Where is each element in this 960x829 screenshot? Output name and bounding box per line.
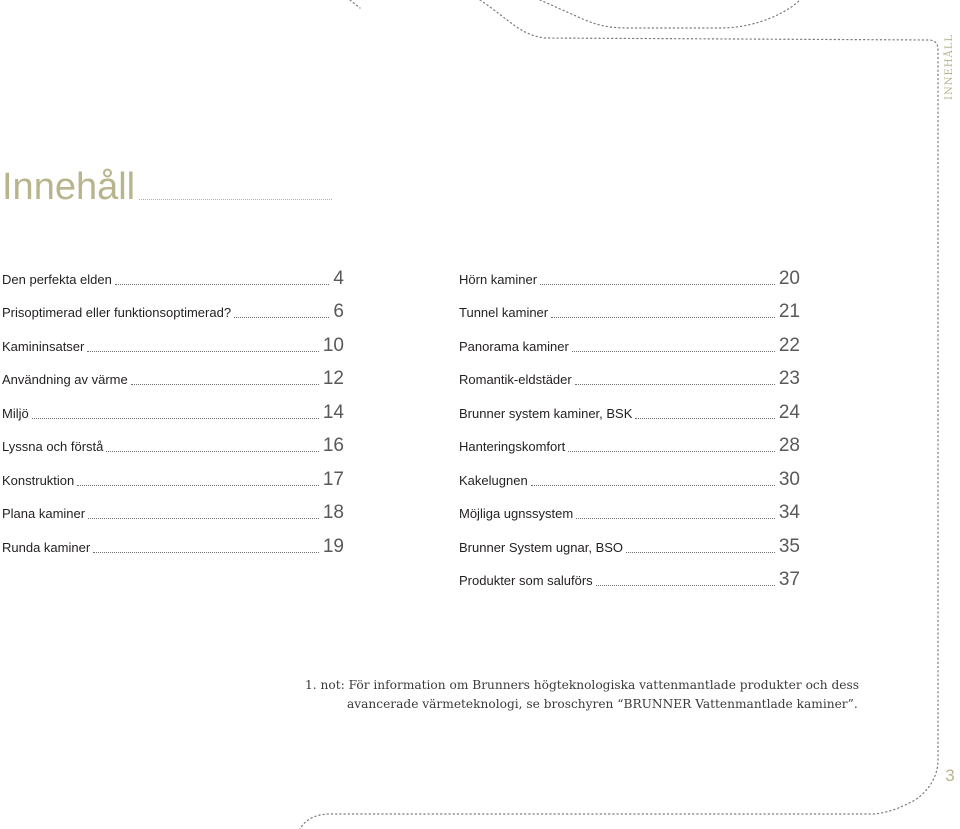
toc-entry-label: Brunner System ugnar, BSO <box>459 539 624 555</box>
toc-leader-dots <box>572 351 775 352</box>
toc-leader-dots <box>596 585 775 586</box>
toc-entry-label: Brunner system kaminer, BSK <box>459 405 633 421</box>
toc-entry-page: 35 <box>778 535 800 557</box>
toc-entry[interactable] <box>2 390 344 424</box>
toc-entry-page: 30 <box>778 468 800 490</box>
toc-left-column <box>2 256 344 558</box>
footnote-line-1: 1. not: För information om Brunners högteknologiska vattenmantlade produkter och dess <box>305 678 859 692</box>
toc-leader-dots <box>635 418 774 419</box>
toc-entry-label: Plana kaminer <box>2 506 86 521</box>
toc-entry-page: 21 <box>778 301 800 322</box>
toc-leader-dots <box>106 451 318 452</box>
toc-leader-dots <box>575 384 775 385</box>
toc-entry[interactable] <box>459 491 800 525</box>
toc-entry-page: 16 <box>322 435 344 456</box>
toc-entry[interactable] <box>2 323 344 357</box>
toc-entry-label: Kakelugnen <box>459 472 528 488</box>
toc-entry[interactable] <box>2 424 344 458</box>
toc-entry[interactable] <box>459 558 800 592</box>
toc-entry[interactable] <box>2 491 344 525</box>
toc-entry-page: 28 <box>778 435 800 456</box>
toc-entry-page: 22 <box>778 334 800 356</box>
toc-leader-dots <box>568 451 775 452</box>
title-leader-dots <box>139 198 332 200</box>
toc-entry-label: Prisoptimerad eller funktionsoptimerad? <box>2 305 232 320</box>
toc-entry-page: 10 <box>322 334 344 356</box>
toc-leader-dots <box>540 284 775 285</box>
toc-entry-label: Panorama kaminer <box>459 338 569 354</box>
toc-entry[interactable] <box>2 457 344 491</box>
toc-entry[interactable] <box>459 390 800 424</box>
toc-entry-page: 19 <box>322 535 344 557</box>
page-title: Innehåll <box>2 166 136 208</box>
toc-entry-label: Den perfekta elden <box>2 271 112 287</box>
toc-entry-page: 37 <box>778 569 800 590</box>
toc-entry[interactable] <box>2 524 344 558</box>
toc-entry-label: Romantik-eldstäder <box>459 372 572 387</box>
toc-leader-dots <box>93 552 319 553</box>
toc-entry[interactable] <box>459 424 800 458</box>
toc-entry-page: 6 <box>333 301 344 322</box>
toc-entry-label: Tunnel kaminer <box>459 305 549 320</box>
toc-entry-page: 20 <box>778 267 800 289</box>
toc-entry-label: Möjliga ugnssystem <box>459 506 574 521</box>
page-number: 3 <box>945 766 955 785</box>
toc-entry-label: Konstruktion <box>2 472 75 488</box>
toc-entry-page: 34 <box>778 502 800 523</box>
toc-leader-dots <box>115 284 330 285</box>
toc-leader-dots <box>32 418 319 419</box>
toc-entry[interactable] <box>2 357 344 391</box>
toc-leader-dots <box>88 518 319 519</box>
toc-entry-page: 24 <box>778 401 800 423</box>
toc-entry-label: Produkter som saluförs <box>459 573 593 588</box>
toc-entry-label: Lyssna och förstå <box>2 439 104 454</box>
toc-entry-label: Miljö <box>2 405 29 421</box>
toc-entry[interactable] <box>2 290 344 324</box>
toc-leader-dots <box>576 518 775 519</box>
toc-right-column <box>459 256 800 591</box>
toc-leader-dots <box>531 485 775 486</box>
toc-leader-dots <box>234 317 329 318</box>
footnote-line-2: avancerade värmeteknologi, se broschyren “BRUNNER Vattenmantlade kaminer”. <box>347 697 858 711</box>
toc-leader-dots <box>131 384 319 385</box>
toc-leader-dots <box>626 552 775 553</box>
toc-entry-label: Kamininsatser <box>2 338 85 354</box>
toc-entry-page: 23 <box>778 368 800 389</box>
toc-entry-page: 18 <box>322 502 344 523</box>
toc-leader-dots <box>87 351 318 352</box>
section-side-label: INNEHÅLL <box>944 34 955 100</box>
toc-entry[interactable] <box>459 323 800 357</box>
toc-leader-dots <box>551 317 775 318</box>
toc-entry-page: 12 <box>322 368 344 389</box>
toc-entry-page: 14 <box>322 401 344 423</box>
toc-entry[interactable] <box>459 256 800 290</box>
page-title-row <box>2 160 332 208</box>
toc-entry-label: Runda kaminer <box>2 539 91 555</box>
toc-entry-page: 17 <box>322 468 344 490</box>
toc-entry[interactable] <box>2 256 344 290</box>
toc-entry[interactable] <box>459 357 800 391</box>
toc-entry-label: Hörn kaminer <box>459 271 538 287</box>
footnote <box>305 676 859 714</box>
toc-entry-page: 4 <box>333 267 344 289</box>
toc-entry[interactable] <box>459 524 800 558</box>
toc-entry-label: Hanteringskomfort <box>459 439 566 454</box>
toc-entry-label: Användning av värme <box>2 372 128 387</box>
toc-entry[interactable] <box>459 290 800 324</box>
toc-leader-dots <box>77 485 319 486</box>
toc-entry[interactable] <box>459 457 800 491</box>
